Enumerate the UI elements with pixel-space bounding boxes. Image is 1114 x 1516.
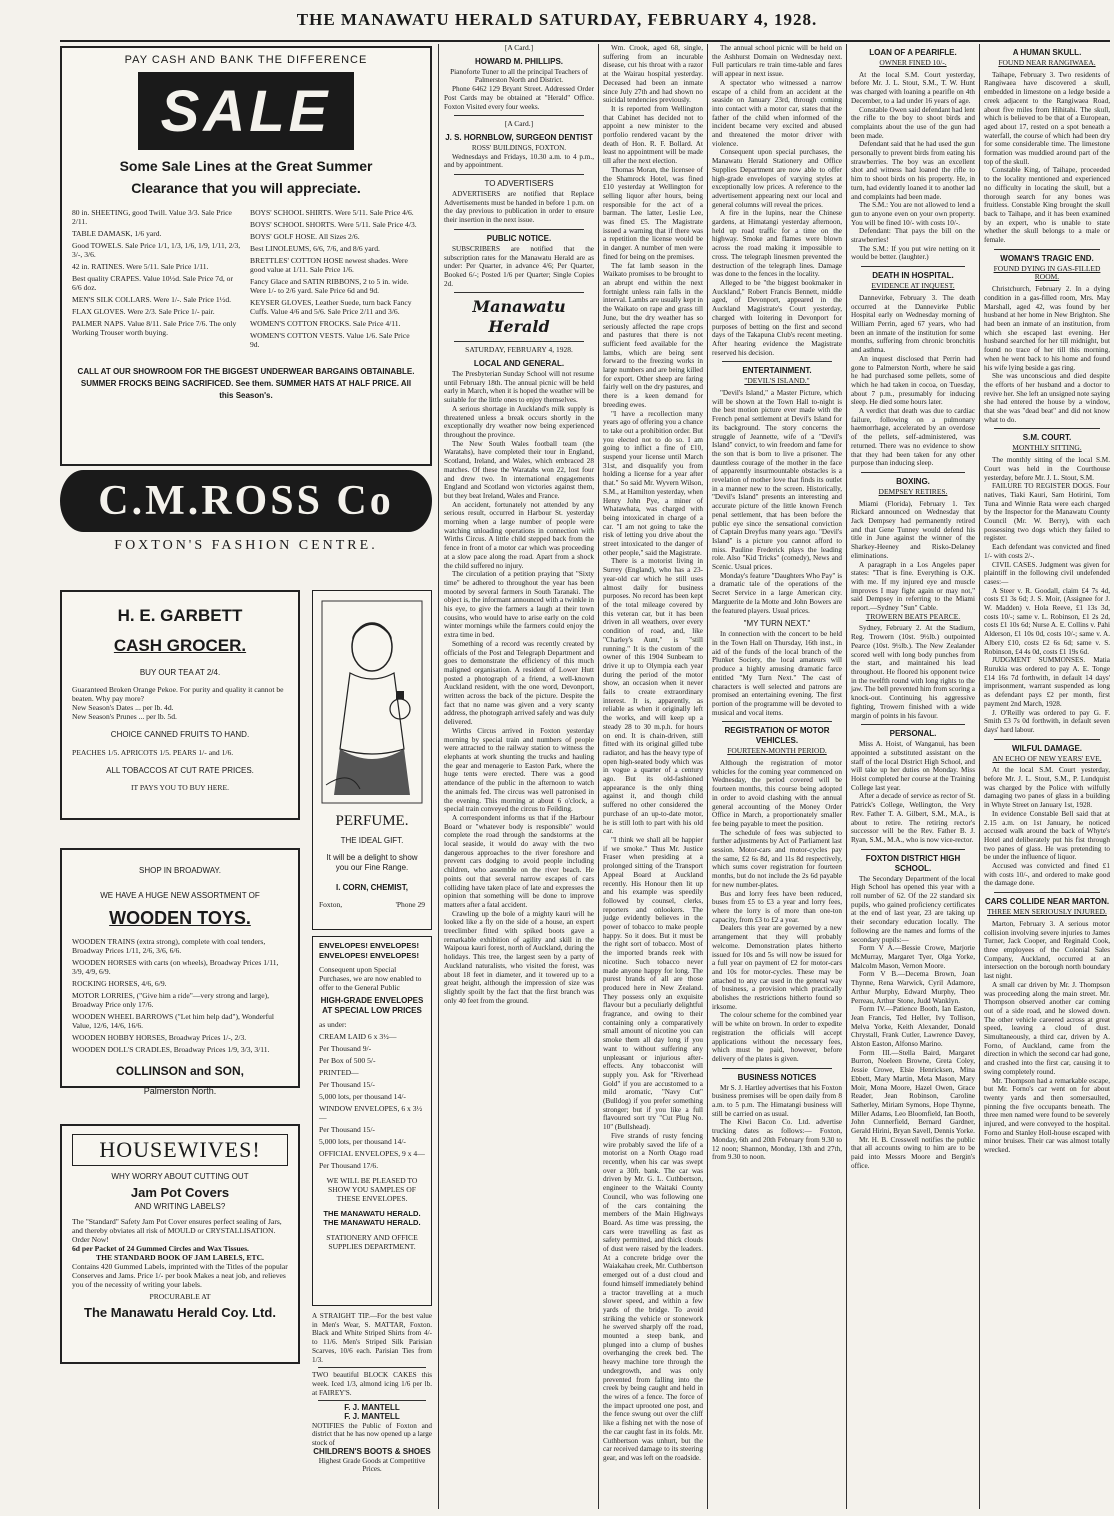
toys-list-item: WOODEN HORSES with carts (on wheels), Broadway Prices 1/11, 3/9, 4/9, 6/9. [72,958,279,976]
toys-head: WE HAVE A HUGE NEW ASSORTMENT OF [100,891,260,900]
sale-right-item: BOYS' SCHOOL SHIRTS. Were 5/11. Sale Price 4/6. [250,208,414,217]
registration-head: REGISTRATION OF MOTOR VEHICLES. [724,726,830,746]
public-notice-body: SUBSCRIBERS are notified that the subscription rates for the Manawatu Herald are as under: Per Quarter, in advance 4/6; Per Quarter, Booked 6/-; Posted 1/6 per Quarter; Single Copies 2d. [444,244,594,288]
garbett-prices: PEACHES 1/5. APRICOTS 1/5. PEARS 1/- and 1/6. [72,748,234,757]
envelopes-prices [319,1020,425,1170]
housewives-ad [60,1124,300,1364]
toys-list-item: WOODEN HOBBY HORSES, Broadway Prices 1/-, 2/3. [72,1033,247,1042]
col5-paras-item: A fire in the lupins, near the Chinese gardens, at Himatangi yesterday afternoon, held up road traffic for a time on the highway. Smoke and flames were blown across the road making it impossible to cross. The telegraph linesmen prevented the destruction of the telegraph lines. Damage was done to the fences in the locality. [712,209,842,279]
toys-shop: SHOP IN BROADWAY. [139,866,221,875]
col3-paras-item: The circulation of a petition praying that "Sixty time" be adhered to throughout the year has been mooted by several farmers in South Taranaki. The object is, the informant announced with a twinkle in his eye, to give the farmers a laugh at their town cousins, who would have to arise early on the cold winter mornings while the farmers could enjoy the extra time in bed. [444,570,594,640]
trowern-paras [851,624,975,720]
advertisers-body: ADVERTISERS are notified that Replace Advertisements must be handed in before 1 p.m. on the day previous to publication in order to ensure their insertion in the next issue. [444,190,594,225]
toys-title: WOODEN TOYS. [109,908,251,928]
cars-collide-paras [984,920,1110,1155]
sale-left-item: Good TOWELS. Sale Price 1/1, 1/3, 1/6, 1/9, 1/11, 2/3, 3/-, 3/6. [72,241,241,259]
wilful-damage-sub: AN ECHO OF NEW YEARS' EVE. [992,753,1102,763]
mantell-name-2: F. J. MANTELL [344,1412,400,1422]
col7-p3-item: J. O'Reilly was ordered to pay G. F. Smith £3 7s 0d forthwith, in default seven days' hard labour. [984,708,1110,734]
column-3 [444,44,594,1509]
card2-name: J. S. HORNBLOW, SURGEON DENTIST [445,132,593,142]
garbett-tobacco: ALL TOBACCOS AT CUT RATE PRICES. [106,766,254,775]
human-skull-paras [984,71,1110,245]
col6-p5-item: Mr. H. B. Cresswell notifies the public that all accounts owing to him are to be paid into Messrs Moore and Bergin's office. [851,1135,975,1170]
public-notice-head: PUBLIC NOTICE. [486,233,552,243]
my-turn-head: "MY TURN NEXT." [743,619,811,629]
garbett-fruit: CHOICE CANNED FRUITS TO HAND. [110,730,250,739]
envelopes-body: Consequent upon Special Purchases, we are now enabled to offer to the General Public [319,965,422,992]
registration-paras [712,759,842,1064]
wilful-damage-head: WILFUL DAMAGE. [1011,743,1083,753]
col6-p5-item: Form V B.—Decema Brown, Joan Thynne, Rena Warwick, Cyril Adamore, Arthur Murphy, Edward Murphy, Theo Perreau, Arthur Stone, Judd Wanklyn. [851,970,975,1005]
sale-right-item: BRETTLES' COTTON HOSE newest shades. Were good value at 1/11. Sale Price 1/6. [250,256,408,274]
col5-reg-item: Bus and lorry fees have been reduced, buses from £5 to £3 a year and lorry fees, where the lorry is of more than one-ton capacity, from £3 to £2 a year. [712,889,842,924]
column-rule-4 [846,44,847,1509]
column-4 [603,44,703,1509]
pearifle-paras [851,71,975,262]
column-rule-1 [438,44,439,1509]
envelopes-ad [312,936,432,1306]
env-lines-item: 5,000 lots, per thousand 14/- [319,1092,406,1101]
envelopes-head: ENVELOPES! ENVELOPES! ENVELOPES! ENVELOPES! [319,941,420,960]
col7-p1-item: Taihape, February 3. Two residents of Rangiwaea have discovered a skull, embedded in limestone on a ledge beside a creek adjacent to the Rangiwaea Road, about five miles from Hihitahi. The skull, which is believed to be that of a European, aged about 17, rested on a spot beneath a waterfall, the course of which had been dry for some considerable time. The limestone formation was muddied around part of the top of the skull. [984,70,1110,166]
mantell-tail: Highest Grade Goods at Competitive Prices. [318,1456,426,1474]
toys-ad [60,848,300,1096]
housewives-labels: AND WRITING LABELS? [134,1202,226,1211]
garbett-dates: New Season's Dates ... per lb. 4d. [72,703,174,712]
env-lines-item: Per Thousand 15/- [319,1080,375,1089]
col6-p4-item: Miss A. Hoist, of Wanganui, has been appointed a substituted assistant on the staff of the local District High School, and will take up her duties on Monday. Miss Hoist completed her course at the Training College last year. [851,740,975,792]
col7-p5-item: Mr. Thompson had a remarkable escape, but Mr. Forno's car went on for about twenty yards and then somersaulted, pinning the five occupants beneath. The three men named were found to be severely injured, and were conveyed to the hospital. Forno and Stanley Holl-house escaped with minor bruises. Their car was almost totally wrecked. [984,1076,1110,1155]
env-lines-item: Per Thousand 15/- [319,1125,375,1134]
card2-tag: [A Card.] [504,119,534,129]
col7-p2-item: She was unconscious and died despite the efforts of her husband and a doctor to revive her. She left an unsigned note saying she had entered the house by a window, that she was "dead beat" and did not know what to do. [984,372,1110,424]
toys-list [72,937,288,1054]
sale-banner-text: SALE [160,78,332,144]
local-general-head: LOCAL AND GENERAL. [473,359,565,369]
env-lines-item: CREAM LAID 6 x 3½— [319,1032,397,1041]
mantell-body: NOTIFIES the Public of Foxton and district that he has now opened up a large stock of [312,1421,432,1448]
entertainment-paras [712,389,842,615]
col5-ent-item: Monday's feature "Daughters Who Pay" is a dramatic tale of the operations of the Secret Service in a large American city. Marguerite de la Motte and John Bowers are the featured players. Usual prices. [712,571,842,615]
perfume-sub: THE IDEAL GIFT. [340,836,404,845]
wilful-damage-paras [984,766,1110,888]
housewives-price: 6d per Packet of 24 Gummed Circles and Wax Tissues. [72,1244,249,1253]
column-6 [851,44,975,1509]
masthead: THE MANAWATU HERALD SATURDAY, FEBRUARY 4, 1928. [296,10,818,29]
personal-head: PERSONAL. [889,729,937,739]
sale-left-item: MEN'S SILK COLLARS. Were 1/-. Sale Price 1½d. [72,295,232,304]
env-lines-item: OFFICIAL ENVELOPES, 9 x 4— [319,1149,425,1158]
sale-left-item: 80 in. SHEETING, good Twill. Value 3/3. Sale Price 2/11. [72,208,232,226]
col7-p3-item: FAILURE TO REGISTER DOGS. Four natives, Tiaki Kauri, Sam Hotirini, Tom Tuna and Winnie Rata were each charged by the Inspector for the Manawatu County Council (Mr. W. Berry), with each possessing two dogs which they failed to register. [984,482,1110,543]
col7-p3-item: A Steer v. R. Goodall, claim £4 7s 4d, costs £1 3s 6d; J. S. Moir, (Assignee for J. W. Madden) v. Hola Reeve, £1 13s 3d, costs 10/-; same v. L. Robinson, £1 2s 2d, costs £1 10s 6d; Nurse A. E. Collins v. Pahi Alderson, £1 10s 0d, costs 10/-; same v. A. Albery £10, costs £2 6s 6d; same v. S. Robinson, £4 4s 0d, costs £1 19s 6d. [984,586,1110,656]
high-school-head: FOXTON DISTRICT HIGH SCHOOL. [865,853,961,873]
sale-left-item: PALMER NAPS. Value 8/11. Sale Price 7/6. The only Working Trouser worth buying. [72,319,237,337]
sale-left-item: FLAX GLOVES. Were 2/3. Sale Price 1/- pair. [72,307,215,316]
garbett-title: CASH GROCER. [113,636,247,655]
ross-logo: C.M.ROSS Co [60,470,432,532]
sale-ad-top: PAY CASH AND BANK THE DIFFERENCE [124,54,368,66]
toys-list-item: MOTOR LORRIES, ("Give him a ride"—very strong and large), Broadway Price only 17/6. [72,991,269,1009]
business-paras [712,1084,842,1162]
col5-paras-item: The annual school picnic will be held on the Ashhurst Domain on Wednesday next. Full particulars re train time-table and fares will appear in next issue. [712,44,842,79]
envelopes-firm-2: THE MANAWATU HERALD. [323,1218,421,1227]
business-head: BUSINESS NOTICES [737,1072,817,1082]
col6-p1-item: Constable Owen said defendant had lent the rifle to the boy to shoot birds and complaints about the use of the gun had been made. [851,105,975,140]
col7-p3-item: Each defendant was convicted and fined 1/- with costs 2/-. [984,543,1110,560]
column-5-paras [712,44,842,357]
sale-right-list [250,208,420,352]
envelopes-dept: STATIONERY AND OFFICE SUPPLIES DEPARTMENT. [326,1233,418,1251]
ross-ad [60,470,432,560]
col7-p4-item: At the local S.M. Court yesterday, before Mr. J. L. Stout, S.M., P. Lundquist was charged by the Police with wilfully damaging two panes of glass in a building in Whyte Street on January 1st, 1928. [984,766,1110,810]
col5-reg-item: Dealers this year are governed by a new arrangement that they will probably welcome. Demonstration plates hitherto issued for 10s and 5s will now be issued for a full year on payment of £2 for motor-cars and 10s for motor-cycles. These may be attached to any car used in the general way of business, a provision which practically abolishes the restrictions hitherto found so irksome. [712,924,842,1011]
col3-paras-item: The Presbyterian Sunday School will not resume until February 18th. The annual picnic will be held early in March, when it is hoped the weather will be suitable for the little ones to enjoy themselves. [444,370,594,405]
sale-left-item: TABLE DAMASK, 1/6 yard. [72,229,162,238]
col4-item: Thomas Moran, the licensee of the Shamrock Hotel, was fined £10 yesterday at Wellington for selling liquor after hours, being responsible for the act of a barman. The latter, Leslie Lee, was fined £5. The Magistrate issued a warning that if there was a repetition the license would be in danger. A number of men were fined for being on the premises. [603,165,703,261]
paper-date: SATURDAY, FEBRUARY 4, 1928. [465,345,573,355]
col6-p2-item: An inquest disclosed that Perrin had gone to Palmerston North, where he said he had purchased some pellets, some of which he had taken in cocoa, on Tuesday, about 7 p.m., presumably for inducing sleep. He died some hours later. [851,354,975,407]
column-5 [712,44,842,1509]
sale-left-item: Best quality CRAPES. Value 10½d. Sale Price 7d, or 6/6 doz. [72,274,234,292]
column-rule-2 [598,44,599,1509]
column-rule-5 [979,44,980,1509]
env-lines-item: 5,000 lots, per thousand 14/- [319,1137,406,1146]
col6-p3b-item: Sydney, February 2. At the Stadium, Reg. Trowern (10st. 9½lb.) outpointed Pearce (10st. 9½lb.). The New Zealander scored well with long body punches from the start, and maintained his lead throughout. He floored his opponent twice in the twelfth round with long rights to the jaw. The bell prevented him from scoring a knock-out. Continuing his aggressive fighting, Trowern finished with a wide margin of points in his favour. [851,624,975,720]
col7-p3-item: JUDGMENT SUMMONSES. Matia Rurukia was ordered to pay A. E. Tonge £14 16s 7d forthwith, in default 14 days' imprisonment, warrant suspended as long as defendant pays £2 per month, first payment 2nd March, 1928. [984,656,1110,708]
tragic-end-sub: FOUND DYING IN GAS-FILLED ROOM. [993,263,1101,282]
col5-reg-item: The schedule of fees was subjected to further adjustments by Act of Parliament last session. Motor-cars and motor-cycles pay the same, £2 6s 8d, and 11s 8d respectively, which sums cover registration for fourteen months, but do not include the 2s 6d payable for new number-plates. [712,828,842,889]
col5-ent-item: "Devil's Island," a Master Picture, which will be shown at the Town Hall to-night is the best motion picture ever made with the French penal settlement at Devil's Island for its background. The story concerns the struggle of Jeannette, wife of a "Devil's Island" convict, to win freedom and fame for the son that is born to live a prisoner. The dauntless courage of the mother in the face of apparently insurmountable obstacles is a revelation of mother love that finds its outlet in a manner new to the screen. Historically, "Devil's Island" presents an interesting and accurate picture of the little known French penal settlement, that has been before the public eye since the sensational conviction of Captain Dreyfus many years ago. "Devil's Island" is a picture you cannot afford to miss. Pauline Frederick plays the leading role. Also "Kid Tricks" (comedy), News and Scenic. Usual prices. [712,389,842,572]
my-turn-body: In connection with the concert to be held in the Town Hall on Thursday, 16th inst., in aid of the funds of the local branch of the Plunket Society, the local amateurs will produce a highly amusing dramatic farce entitled "My Turn Next." The cast of characters is well selected and patrons are promised an entertaining evening. The first portion of the programme will be devoted to musical and vocal items. [712,630,842,717]
col4-item: There is a motorist living in Surrey (England), who has a 23-year-old car which he still uses almost daily for business purposes. No record has been kept of the total mileage covered by this veteran car, but it has been driven in all weathers, over every condition of road, and, like "Charley's Aunt," is "still running." It is the custom of the owner of this 1904 Sunbeam to drive it up to Olympia each year during the period of the motor show, an occasion when it never fails to create extraordinary interest. It is, apparently, as reliable as when it originally left the works, and will keep up a steady 28 to 30 m.p.h. for hours on end. It is chain-driven, still fitted with its original gilled tube radiator, and has the heavy type of open high-seated body which was in vogue a quarter of a century ago. But its old-fashioned appearance is the only thing against it, and though child suffered no other considered the purchase of an up-to-date motor, he is still loth to part with his old car. [603,557,703,836]
col6-p1-item: Defendant: That pays the bill on the strawberries! [851,227,975,245]
col3-paras-item: Crawling up the bole of a mighty kauri will he looked like a fly on the side of a house, an expert treeclimber fitted with spiked boots gave a remarkable exhibition of agility and skill in the Waipoua kauri forest, north of Auckland, during the holidays. This tree, the largest seen by a party of Auckland naturalists, who visited the forest, was about 18 feet in diameter, and it towered up to a great height, although the impression of size was slightly spoilt by the fact that the first branch was only 40 feet from the ground. [444,909,594,1005]
housewives-procurable: PROCURABLE AT [149,1292,211,1301]
column-7 [984,44,1110,1509]
envelopes-title: HIGH-GRADE ENVELOPES AT SPECIAL LOW PRICES [320,996,424,1015]
col6-p1-item: The S.M.: If you put wire netting on it would be better. (laughter.) [851,244,975,262]
sale-right-item: BOYS' GOLF HOSE. All Sizes 2/6. [250,232,360,241]
housewives-book: THE STANDARD BOOK OF JAM LABELS, ETC. [96,1253,264,1262]
garbett-name: H. E. GARBETT [117,606,243,625]
sale-footer: CALL AT OUR SHOWROOM FOR THE BIGGEST UNDERWEAR BARGAINS OBTAINABLE. SUMMER FROCKS BEING SACRIFICED. See them. SUMMER HATS AT HALF PRICE. All this Season's. [77,367,415,400]
human-skull-head: A HUMAN SKULL. [1012,48,1082,57]
sale-left-list [72,208,242,352]
sale-left-item: 42 in. RATINES. Were 5/11. Sale Price 1/11. [72,262,209,271]
garbett-pays: IT PAYS YOU TO BUY HERE. [130,783,230,792]
env-lines-item: Per Thousand 9/- [319,1044,372,1053]
env-lines-item: Per Thousand 17/6. [319,1161,379,1170]
housewives-q: WHY WORRY ABOUT CUTTING OUT [111,1172,249,1181]
toys-list-item: ROCKING HORSES, 4/6, 6/9. [72,979,167,988]
col4-item: Wm. Crook, aged 68, single, suffering from an incurable disease, cut his throat with a razor at the Wairau hospital yesterday. Deceased had been an inmate since July 27th and had shown no suicidal tendencies previously. [603,44,703,105]
toys-firm: COLLINSON and SON, [115,1064,244,1078]
sale-right-item: BOYS' SCHOOL SHORTS. Were 5/11. Sale Price 4/3. [250,220,417,229]
garbett-tea: BUY OUR TEA AT 2/4. [139,668,221,677]
col3-paras-item: An accident, fortunately not attended by any serious result, occurred in Harbour St. yesterday morning when a large number of people were watching unloading operations in connection with Wirths Circus. A little child stepped back from the fence in front of a motor car which was proceeding at a slow pace along the road. Apart from a shock the child suffered no injury. [444,500,594,570]
pearifle-sub: OWNER FINED 10/-. [879,58,947,67]
boxing-paras [851,500,975,613]
trowern-sub: TROWERN BEATS PEARCE. [865,611,961,621]
sale-right-item: Fancy Glace and SATIN RIBBONS, 2 to 5 in. wide. Were 1/- to 2/6 yard. Sale Price 6d and 9d. [250,277,409,295]
personal-paras [851,740,975,844]
env-lines-item: WINDOW ENVELOPES, 6 x 3½— [319,1104,423,1122]
env-lines-item: as under: [319,1020,347,1029]
card1-tag: [A Card.] [504,43,534,52]
sm-court-paras [984,456,1110,735]
pearifle-head: LOAN OF A PEARIFLE. [869,48,957,57]
garbett-body: Guaranteed Broken Orange Pekoe. For purity and quality it cannot be beaten. Why pay more? [72,685,284,703]
death-hospital-head: DEATH IN HOSPITAL. [872,271,954,281]
perfume-phone: 'Phone 29 [395,900,425,909]
col5-bus-item: Mr S. J. Hartley advertises that his Foxton business premises will be open daily from 8 a.m. to 5 p.m. The Himatangi business will still be carried on as usual. [712,1083,842,1118]
col6-p1-item: Defendant said that he had used the gun personally to prevent birds from eating his strawberries. The boy was an excellent shot and witness had loaned the rifle to him to shoot birds on his property. He, in turn, had evidently loaned it to another lad and complaints had been made. [851,140,975,201]
column-rule-3 [707,44,708,1509]
col6-p3-item: Miami (Florida), February 1. Tex Rickard announced on Wednesday that Jack Dempsey had permanently retired and that Gene Tunney would defend his title in June against the winner of the Sharkey-Heeney and Risko-Delaney eliminations. [851,499,975,560]
col4-item: The fat lamb season in the Waikato promises to be brought to an abrupt end within the next fortnight unless rain falls in the interval. Lambs are usually kept in the Waikato on rape and grass till June, but the dry weather has so seriously affected the rape crops and pastures that there is not sufficient feed available for the lambs, which are being sent forward to the freezing works in large numbers and are being killed for export. Other sheep are faring fairly well on the dry pastures, and there is a keen demand for breeding ewes. [603,261,703,409]
advertisers-head: TO ADVERTISERS [484,179,554,189]
perfume-illustration [319,597,425,807]
mantell-children: CHILDREN'S BOOTS & SHOES [313,1446,431,1456]
col7-p1-item: Constable King, of Taihape, proceeded to the locality mentioned and experienced no difficulty in locating the skull, but a thorough search for any bones was fruitless. Constable King brought the skull back to Taihape, and it has been examined by an expert, who is unable to state whether the skull belongs to a male or female. [984,166,1110,245]
garbett-prunes: New Season's Prunes ... per lb. 5d. [72,712,177,721]
col6-p5-item: Form IV.—Patience Booth, Ian Easton, Jean Francis, Ted Heller, Ivy Tollison, Melva Yorke, Keith Alexander, Donald Chrystall, Frank Cutler, Lawrence Davey, Alston Easton, Alfonso Marino. [851,1005,975,1049]
sm-court-head: S.M. COURT. [1022,433,1072,443]
col6-p2-item: A verdict that death was due to cardiac failure, following on a pulmonary haemorrhage, accelerated by an overdose of the pellets, self-administered, was returned. There was no evidence to show that they had been taken for any other purpose than inducing sleep. [851,407,975,468]
human-skull-sub: FOUND NEAR RANGIWAEA. [998,58,1096,67]
registration-sub: FOURTEEN-MONTH PERIOD. [727,746,827,756]
col6-p5-item: Form III.—Stella Baird, Margaret Burron, Noeleen Browne, Greta Coley, Jessie Crowe, Elsie Henricksen, Mina Ebbett, Mary Martin, Meta Mason, Mary Moir, Mona Moore, Hazel Owen, Grace Reader, Jean Robinson, Caroline Satherley, Miriam Symons, Hope Thynne, Miller Adams, Leo Bloomfield, Ian Booth, John Cunnerfield, Bernard Gardner, Gerald Hirini, Bryan Savell, Dennis Yorke. [851,1048,975,1136]
paper-nameplate: Manawatu Herald [472,297,566,337]
ross-tagline: FOXTON'S FASHION CENTRE. [114,538,378,553]
sale-right-item: KEYSER GLOVES, Leather Suede, turn back Fancy Cuffs. Value 4/6 and 5/6. Sale Price 2/11 and 3/6. [250,298,412,316]
env-lines-item: PRINTED— [319,1068,359,1077]
mantell-name-1: F. J. MANTELL [344,1403,400,1413]
col6-p3-item: A paragraph in a Los Angeles paper states: "That is fine. Everything is O.K. with me. If my injured eye and muscle improves I may fight again or may not," said Dempsey in referring to the Miami report.—Sydney "Sun" Cable. [851,560,975,613]
col6-p5-item: The Secondary Department of the local High School has opened this year with a roll number of 62. Of the 22 standard six pupils, who gained proficiency certificates at the end of last year, 23 are taking up their secondary education locally. The following are the names and forms of the secondary pupils:— [851,874,975,944]
card2-addr: ROSS' BUILDINGS, FOXTON. [471,143,567,152]
sale-banner [138,72,354,150]
straight-tip: A STRAIGHT TIP.—For the best value in Men's Wear, S. MATTAR, Foxton. Black and White Striped Shirts from 4/- to 11/6. Men's Striped Silk Parisian Scarves, 10/6 each. Parisian Ties from 1/3. [312,1312,432,1364]
high-school-paras [851,875,975,1171]
sale-right-item: WOMEN'S COTTON FROCKS. Sale Price 4/11. [250,319,401,328]
toys-list-item: WOODEN TRAINS (extra strong), complete with coal tenders, Broadway Prices 1/11, 2/6, 3/6, 6/6. [72,937,266,955]
death-hospital-sub: EVIDENCE AT INQUEST. [871,281,955,291]
col5-paras-item: Consequent upon special purchases, the Manawatu Herald Stationery and Office Supplies Department are now able to offer high-grade envelopes of varying styles at exceptionally low prices. A reference to the advertisement appearing next our local and general columns will reveal the prices. [712,148,842,209]
col7-p4-item: In evidence Constable Bell said that at 2.15 a.m. on 1st January, he noticed accused walk around the back of Whyte's Hotel and deliberately put his fist through two panes of glass. He was pretending to be under the influence of liquor. [984,809,1110,862]
boxing-head: BOXING. [896,476,930,486]
small-ads [312,1312,432,1508]
col6-p1-item: The S.M.: You are not allowed to lend a gun to anyone even on your own property. You will be fined 10/- with costs 10/-. [851,201,975,227]
col3-paras-item: Something of a record was recently created by officials of the Post and Telegraph Department and goes to demonstrate the efficiency of this much maligned organisation. A resident of Lower Hutt posted a photograph of a friend, a well-known Auckland resident, with the one word, Devonport, written across the back of the picture. Despite the fact that no name was given and a very scanty address, the photograph arrived safely and was duly delivered. [444,639,594,727]
toys-town: Palmerston North. [143,1086,217,1096]
col4-item: Five strands of rusty fencing wire probably saved the life of a motorist on a North Otago road recently, when his car was swept over a 30ft. bank. The car was driven by Mr. G. L. Cuthbertson, engineer to the Waitaki County Council, who was following one of the cars containing the members of the Main Highways Board. As time was pressing, the cars were travelling as fast as safety permitted, and thick clouds of dust were raised by the leaders. At a concrete bridge over the Waiakahau creek, Mr. Cuthbertson emerged out of a dust cloud and found himself immediately behind a tractor travelling at a much slower speed, and within a few yards of the bridge. To avoid striking the vehicle or stonework he swerved sharply off the road, mounted a steep bank, and plunged into a clump of bushes overhanging the creek bed. The heavy machine tore through the undergrowth, and was only prevented from falling into the creek by being caught and held in the wires of a fence. The force of the impact uprooted one post, and the fence swung out over the cliff like a fishing net with the nose of the car caught fast in its folds. Mr. Cuthbertson was unhurt, but the car received damage to its steering gear, and was left on the roadside. [603,1131,703,1462]
tragic-end-head: WOMAN'S TRAGIC END. [1000,253,1094,263]
cars-collide-sub: THREE MEN SERIOUSLY INJURED. [987,907,1107,917]
col7-p3-item: CIVIL CASES. Judgment was given for plaintiff in the following civil undefended cases:— [984,560,1110,586]
col3-paras-item: Wirths Circus arrived in Foxton yesterday morning by special train and numbers of people were attracted to the railway station to witness the elephants at work shunting the trucks and hauling the gear and menagerie to Easton Park, where the huge tents were erected. There was a good attendance of the public in the afternoon to watch the animals fed. The circus was well patronised in the evening. This morning at about 6 o'clock, a special train conveyed the circus to Feilding. [444,726,594,814]
local-general-paras [444,370,594,1005]
col7-p5-item: Marton, February 3. A serious motor collision involving severe injuries to James Turner, Jack Cooper, and Reginald Cook, three employees of the Colonial Sales Company, Auckland, occurred at an intersection on the borough north boundary last night. [984,919,1110,981]
perfume-lady-image [320,599,424,805]
col6-p4-item: After a decade of service as rector of St. Patrick's College, Wellington, the Very Rev. Father T. A. Gilbert, S.M., M.A., is about to retire. The retiring rector's successor will be the Rev. Father B. J. Ryan, S.M., M.A., who is now vice-rector. [851,792,975,844]
card1-name: HOWARD M. PHILLIPS. [475,56,563,66]
card2-days: Wednesdays and Fridays, 10.30 a.m. to 4 p.m., and by appointment. [444,152,594,170]
sale-line-2: Clearance that you will appreciate. [131,180,361,196]
housewives-title: HOUSEWIVES! [72,1134,288,1166]
col5-paras-item: A spectator who witnessed a narrow escape of a child from an accident at the seaside on January 23rd, through coming into contact with a motor car, states that the father of the child when informed of the incident became very excited and abused and threatened the motor driver with violence. [712,78,842,148]
col6-p1-item: At the local S.M. Court yesterday, before Mr. J. L. Stout, S.M., T. W. Hunt was charged with loaning a pearifle on 4th December, to a lad under 16 years of age. [851,70,975,105]
garbett-ad [60,590,300,820]
card1-body: Pianoforte Tuner to all the principal Teachers of Palmerston North and District. [450,67,588,85]
sale-right-item: Best LINOLEUMS, 6/6, 7/6, and 8/6 yard. [250,244,380,253]
col5-bus-item: The Kiwi Bacon Co. Ltd. advertise trucking dates as follows:— Foxton, Monday, 6th and 20th February from 9.30 to 12 noon; Shannon, Monday, 13th and 27th, from 9.30 to noon. [712,1118,842,1162]
entertainment-sub: "DEVIL'S ISLAND." [744,376,810,386]
tragic-end-paras [984,285,1110,424]
col6-p5-item: Form V A.—Bessie Crowe, Marjorie McMurray, Margaret Tyer, Olga Yorke, Malcolm Mason, Vernon Moore. [851,944,975,970]
sale-ad [60,46,432,466]
perfume-ad [312,590,432,930]
col7-p5-item: A small car driven by Mr. J. Thompson was proceeding along the main street. Mr. Thompson observed another car coming out of a side road, and he slowed down. The other vehicle careered across at great speed, leaving a cloud of dust. Simultaneously, a third car, driven by A. Forno, of Auckland, came from the direction in which the second car had gone, and crashed into the first car, causing it to swing completely round. [984,980,1110,1076]
housewives-book-body: Contains 420 Gummed Labels, imprinted with the Titles of the popular Conserves and Jams. Price 1/- per book Makes a neat job, and relieves you of the necessity of writing your labels. [72,1262,288,1289]
env-lines-item: Per Box of 500 5/- [319,1056,376,1065]
col5-reg-item: The colour scheme for the combined year will be white on brown. In order to expedite registration the officials will accept applications without the necessary fees, which must be paid, however, before delivery of the plates is given. [712,1011,842,1063]
housewives-firm: The Manawatu Herald Coy. Ltd. [84,1305,276,1320]
col4-item: It is reported from Wellington that Cabinet has decided not to appoint a new minister to the portfolio rendered vacant by the death of Hon. R. F. Bollard. At least no appointment will be made till after the next election. [603,104,703,166]
masthead-rule [60,40,1110,42]
col4-item: "I think we shall all be happier if we smoke." Thus Mr. Justice Fraser when presiding at a prolonged sitting of the Transport Appeal Board at Auckland recently. His Honour then lit up and his example was speedily followed by counsel, clerks, reporters and onlookers. The judge evidently believes in the power of tobacco to make people happy. So it does. But it must be the right sort of tobacco. Most of the imported brands reek with nicotine. Such tobacco never made anyone happy for long. The purest brands of all are those produced here in New Zealand. They possess only an exquisite flavour but a peculiarly delightful fragrance, and owing to their containing only a comparatively small amount of nicotine you can smoke them all day long if you want to without suffering any unpleasant or injurious after-effects. Any tobacconist will supply you. Ask for "Riverhead Gold" if you are accustomed to a mild aromatic, "Navy Cut" (Bulldog) if you prefer something stronger; but if you like a full flavoured sort try "Cut Plug No. 10" (Bullshead). [603,835,703,1132]
block-cakes: TWO beautiful BLOCK CAKES this week. Iced 1/3, almond icing 1/6 per lb. at FAIREY'S. [312,1371,432,1397]
cars-collide-head: CARS COLLIDE NEAR MARTON. [984,897,1110,907]
col3-paras-item: A correspondent informs us that if the Harbour Board or "whatever body is responsible" would complete the road through the sandstorms at the local seaside, it would do away with the two dangerous approaches to the river foreshore and prevent cars dodging to avoid people including children, who assemble on the river beach. He points out that several narrow escapes of cars colliding have taken place of late and expresses the opinion that something will be done to improve matters after a fatal accident. [444,813,594,909]
perfume-body: It will be a delight to show you our Fine Range. [326,853,418,872]
col7-p2-item: Christchurch, February 2. In a dying condition in a gas-filled room, Mrs. May Marshall, aged 42, was found by her husband at her home in New Brighton. She had been an inmate of an institution, from which she escaped last evening. Her husband searched for her till midnight, but found no trace of her till this morning, when he went back to his home and found his wife lying beside a gas ring. [984,285,1110,372]
col6-p2-item: Dannevirke, February 3. The death occurred at the Dannevirke Public Hospital early on Wednesday morning of William Perrin, aged 67 years, who had been an inmate of the institution for some months, suffering from chronic bronchitis and asthma. [851,293,975,355]
col5-paras-item: Alleged to be "the biggest bookmaker in Auckland," Robert Francis Bennett, middle aged, of Devonport, appeared in the Auckland Magistrate's Court yesterday, charged with loitering in Devonport for purposes of betting on the first and second days of the Takapuna Club's recent meeting. After hearing evidence the Magistrate reserved his decision. [712,278,842,357]
col7-p3-item: The monthly sitting of the local S.M. Court was held in the Courthouse yesterday, before Mr. J. L. Stout, S.M. [984,456,1110,482]
toys-list-item: WOODEN DOLL'S CRADLES, Broadway Prices 1/9, 3/3, 3/11. [72,1045,270,1054]
sale-line-1: Some Sale Lines at the Great Summer [119,158,373,174]
sm-court-sub: MONTHLY SITTING. [1012,443,1082,453]
col5-reg-item: Although the registration of motor vehicles for the coming year commenced on Wednesday, the period covered will be fourteen months, this course being adopted in order to avoid clashing with the annual general accounting of the Money Order Office in March, a proportionately smaller fee being payable to meet the position. [712,759,842,828]
envelopes-pleased: WE WILL BE PLEASED TO SHOW YOU SAMPLES OF THESE ENVELOPES. [326,1176,418,1203]
col4-item: "I have a recollection many years ago of offering you a chance to take out a prohibition order. But you elected not to do so. I am going to inflict a fine of £10, suspend your license until March 31st, and disqualify you from holding a license for a year after that." So said Mr. Wyvern Wilson, S.M., at Hamilton yesterday, when Henry John Pye, a miner of Whatawhata, was charged with being intoxicated in charge of a car. "I am not going to take the risk of letting you drive about the street intoxicated to the danger of other people," said the Magistrate. [603,409,703,557]
col3-paras-item: The New South Wales football team (the Waratahs), have completed their tour in England, Scotland, Ireland, and Wales, which embraced 28 matches. Of these the Waratahs won 22, lost four and drew two. In international engagements England and Scotland won victories against them, but they beat Ireland, Wales and France. [444,439,594,500]
sale-right-item: WOMEN'S COTTON VESTS. Value 1/6. Sale Price 9d. [250,331,410,349]
col7-p4-item: Accused was convicted and fined £1 with costs 10/-, and ordered to make good the damage done. [984,862,1110,888]
perfume-title: PERFUME. [335,813,409,829]
perfume-chemist: I. CORN, CHEMIST, [335,883,408,892]
toys-list-item: WOODEN WHEEL BARROWS ("Let him help dad"), Wonderful Value, 12/6, 14/6, 16/6. [72,1012,275,1030]
envelopes-firm-1: THE MANAWATU HERALD. [323,1209,421,1218]
entertainment-head: ENTERTAINMENT. [742,366,812,376]
card1-addr: Phone 6462 129 Bryant Street. Addressed Order Post Cards may be obtained at "Herald" Office. Foxton Visited every four weeks. [444,85,594,111]
perfume-town: Foxton, [319,900,343,909]
boxing-sub: DEMPSEY RETIRES. [878,486,948,496]
housewives-body: The "Standard" Safety Jam Pot Cover ensures perfect sealing of Jars, and thereby obviates all risk of MOULD or CRYSTALLISATION. Order Now! [72,1217,282,1244]
death-hospital-paras [851,294,975,468]
housewives-jam: Jam Pot Covers [130,1185,230,1200]
col3-paras-item: A serious shortage in Auckland's milk supply is threatened unless a break occurs shortly in the exceptionally dry weather now being experienced throughout the province. [444,404,594,439]
